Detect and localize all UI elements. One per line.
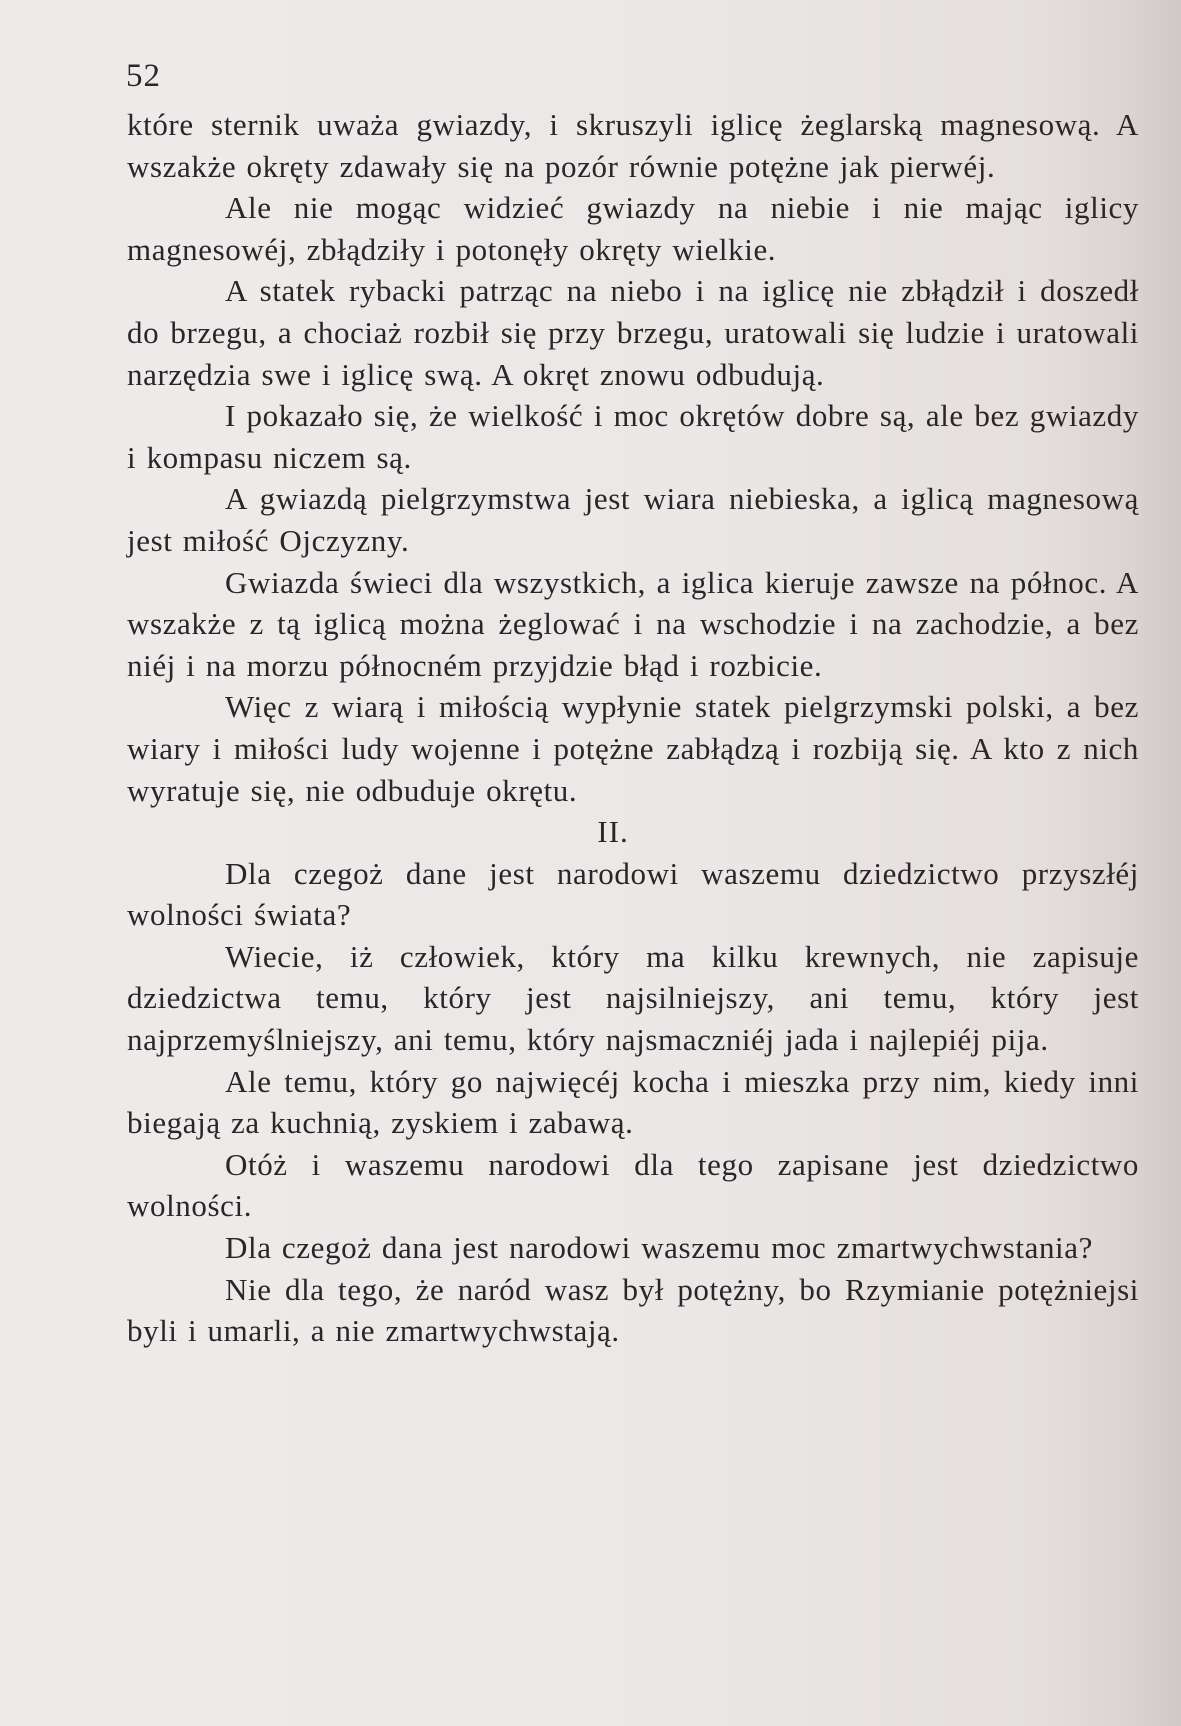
page-text [127, 104, 1139, 1352]
paragraph: Ale nie mogąc widzieć gwiazdy na niebie i nie mając iglicy magnesowéj, zbłądziły i potonęły okręty wielkie. [127, 190, 1139, 267]
paragraph: Ale temu, który go najwięcéj kocha i mieszka przy nim, kiedy inni biegają za kuchnią, zyskiem i zabawą. [127, 1063, 1139, 1141]
paragraph: Nie dla tego, że naród wasz był potężny, bo Rzymianie potężniejsi byli i umarli, a nie zmartwychwstają. [127, 1271, 1139, 1349]
page-number: 52 [126, 58, 161, 94]
paragraph: A gwiazdą pielgrzymstwa jest wiara niebieska, a iglicą magnesową jest miłość Ojczyzny. [127, 481, 1139, 558]
paragraph: Więc z wiarą i miłością wypłynie statek pielgrzymski polski, a bez wiary i miłości ludy wojenne i potężne zabłądzą i rozbiją się. A kto z nich wyratuje się, nie odbuduje okrętu. [127, 689, 1139, 808]
section-heading: II. [597, 814, 629, 850]
paragraph: A statek rybacki patrząc na niebo i na iglicę nie zbłądził i doszedł do brzegu, a chociaż rozbił się przy brzegu, uratowali się ludzie i uratowali narzędzia swe i iglicę swą. A okręt znowu odbudują. [127, 273, 1139, 392]
paragraph: Dla czegoż dane jest narodowi waszemu dziedzictwo przyszłéj wolności świata? [127, 855, 1139, 933]
paragraph: Dla czegoż dana jest narodowi waszemu moc zmartwychwstania? [225, 1230, 1093, 1266]
paragraph: Gwiazda świeci dla wszystkich, a iglica kieruje zawsze na północ. A wszakże z tą iglicą można żeglować i na wschodzie i na zachodzie, a bez niéj i na morzu północném przyjdzie błąd i rozbicie. [127, 564, 1139, 683]
paragraph: Wiecie, iż człowiek, który ma kilku krewnych, nie zapisuje dziedzictwa temu, który jest najsilniejszy, ani temu, który jest najprzemyślniejszy, ani temu, który najsmaczniéj jada i najlepiéj pija. [127, 938, 1139, 1058]
paragraph: I pokazało się, że wielkość i moc okrętów dobre są, ale bez gwiazdy i kompasu niczem są. [127, 398, 1139, 475]
paragraph: które sternik uważa gwiazdy, i skruszyli iglicę żeglarską magnesową. A wszakże okręty zdawały się na pozór równie potężne jak pierwéj. [127, 107, 1139, 184]
paragraph: Otóż i waszemu narodowi dla tego zapisane jest dziedzictwo wolności. [127, 1146, 1139, 1224]
